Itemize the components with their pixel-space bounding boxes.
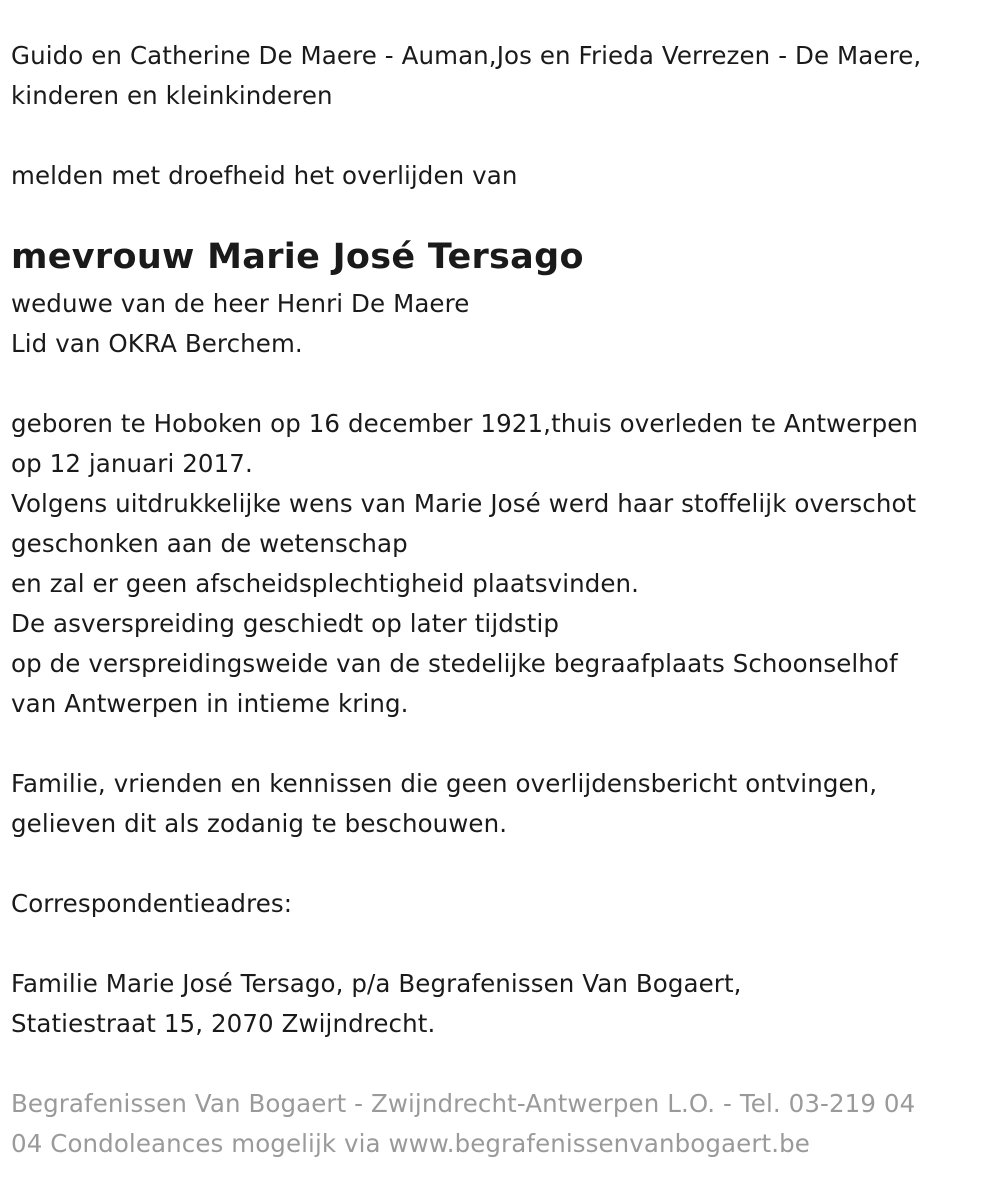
body-line: De asverspreiding geschiedt op later tijdstip: [11, 609, 560, 638]
body-line: geschonken aan de wetenschap: [11, 529, 408, 558]
spacer: [11, 196, 1000, 232]
announcement-text: melden met droefheid het overlijden van: [11, 161, 518, 190]
announcers-line-1: Guido en Catherine De Maere - Auman,Jos en Frieda Verrezen - De Maere,: [11, 41, 922, 70]
deceased-details: [11, 284, 1000, 364]
correspondence-label: Correspondentieadres:: [11, 889, 293, 918]
body-line: geboren te Hoboken op 16 december 1921,thuis overleden te Antwerpen: [11, 409, 919, 438]
deceased-detail-membership: Lid van OKRA Berchem.: [11, 329, 303, 358]
body-line: van Antwerpen in intieme kring.: [11, 689, 409, 718]
correspondence-address: [11, 964, 1000, 1044]
body-line: op 12 januari 2017.: [11, 449, 253, 478]
notice-line: Familie, vrienden en kennissen die geen overlijdensbericht ontvingen,: [11, 769, 878, 798]
spacer: [11, 724, 1000, 764]
address-line: Familie Marie José Tersago, p/a Begrafenissen Van Bogaert,: [11, 969, 742, 998]
announcers-block: [11, 36, 1000, 116]
deceased-detail-widow: weduwe van de heer Henri De Maere: [11, 289, 470, 318]
notice-block: [11, 764, 1000, 844]
footer-line-2: 04 Condoleances mogelijk via www.begrafenissenvanbogaert.be: [11, 1129, 810, 1158]
body-text-block: [11, 404, 1000, 724]
spacer: [11, 364, 1000, 404]
spacer: [11, 924, 1000, 964]
funeral-home-footer: [11, 1084, 1000, 1164]
spacer: [11, 844, 1000, 884]
body-line: en zal er geen afscheidsplechtigheid plaatsvinden.: [11, 569, 640, 598]
notice-line: gelieven dit als zodanig te beschouwen.: [11, 809, 508, 838]
spacer: [11, 1044, 1000, 1084]
footer-line-1: Begrafenissen Van Bogaert - Zwijndrecht-Antwerpen L.O. - Tel. 03-219 04: [11, 1089, 916, 1118]
deceased-name: mevrouw Marie José Tersago: [11, 237, 584, 277]
body-line: Volgens uitdrukkelijke wens van Marie José werd haar stoffelijk overschot: [11, 489, 917, 518]
announcers-line-2: kinderen en kleinkinderen: [11, 81, 333, 110]
address-line: Statiestraat 15, 2070 Zwijndrecht.: [11, 1009, 436, 1038]
body-line: op de verspreidingsweide van de stedelijke begraafplaats Schoonselhof: [11, 649, 898, 678]
spacer: [11, 116, 1000, 156]
